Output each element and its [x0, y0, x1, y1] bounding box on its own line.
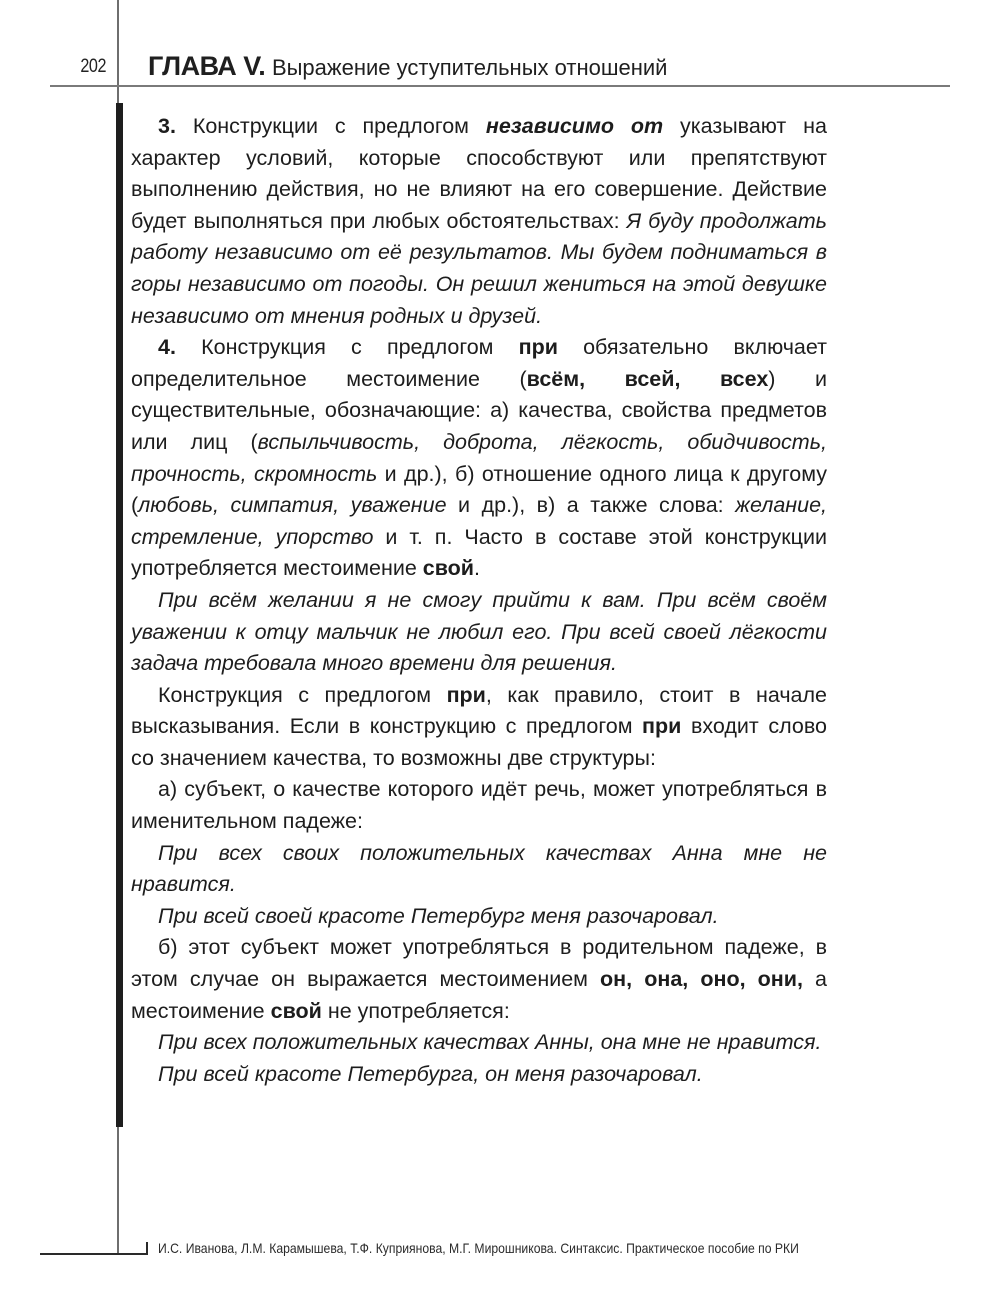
paragraph-4: 4. Конструкция с предлогом при обязательно включает определительное местоимение (всём, всей, всех) и существительные, обозначающие: а) качества, свойства предметов или лиц (вспыльчивость, доброта, лёгкость, обидчивость, прочность, скромность и др.), б) отношение одного лица к другому (любовь, симпатия, уважение и др.), в) а также слова: желание, стремление, упорство и т. п. Часто в составе этой конструкции употребляется местоимение свой. [131, 335, 828, 581]
keyword: при [518, 335, 558, 360]
example-words: любовь, симпатия, уважение [138, 493, 447, 518]
chapter-label: ГЛАВА V. [148, 51, 266, 81]
footer-tick [146, 1242, 148, 1255]
keyword: свой [422, 556, 475, 581]
example-paragraph: При всём желании я не смогу прийти к вам. При всём своём уважении к отцу мальчик не любил его. При всей своей лёгкости задача требовала много времени для решения. [131, 587, 827, 676]
example-words: вспыльчивость, доброта, лёгкость, обидчивость, прочность, скромность [131, 429, 827, 486]
paragraph-b: б) этот субъект может употребляться в родительном падеже, в этом случае он выражается местоимением он, она, оно, они, а местоимение свой не употребляется: [131, 935, 827, 1023]
page-number: 202 [80, 56, 106, 77]
keyword: свой [270, 998, 322, 1023]
paragraph-3: 3. Конструкции с предлогом независимо от указывают на характер условий, которые способствуют или препятствуют выполнению действия, но не влияют на его совершение. Действие будет выполняться при любых обстоятельствах: Я буду продолжать работу независимо от её результатов. Мы будем подниматься в горы независимо от погоды. Он решил жениться на этой девушке независимо от мнения родных и друзей. [131, 114, 827, 328]
example-sentence: При всех положительных качествах Анны, она мне не нравится. [158, 1030, 822, 1055]
section-side-bar [116, 103, 123, 1127]
running-head [148, 51, 667, 82]
keyword: независимо от [485, 114, 664, 138]
example-sentence: При всей своей красоте Петербург меня разочаровал. [158, 903, 719, 928]
example-words: желание, стремление, упорство [131, 493, 827, 549]
chapter-title: Выражение уступительных отношений [271, 55, 668, 80]
example-sentence: При всей красоте Петербурга, он меня разочаровал. [158, 1061, 703, 1086]
page-body [131, 111, 827, 1090]
paragraph-a: а) субъект, о качестве которого идёт речь, может употребляться в именительном падеже: [131, 777, 827, 834]
paragraph: Конструкция с предлогом при, как правило, стоит в начале высказывания. Если в конструкцию с предлогом при входит слово со значением качества, то возможны две структуры: [131, 682, 827, 770]
keyword: всём, всей, всех [526, 366, 769, 391]
keyword: при [642, 714, 682, 739]
keyword: при [446, 682, 486, 707]
header-rule [50, 85, 950, 87]
example: Я буду продолжать работу независимо от её результатов. Мы будем подниматься в горы независимо от погоды. Он решил жениться на этой девушке независимо от мнения родных и друзей. [131, 208, 827, 328]
footer-citation: И.С. Иванова, Л.М. Карамышева, Т.Ф. Куприянова, М.Г. Мирошникова. Синтаксис. Практическое пособие по РКИ [158, 1240, 799, 1256]
keyword: он, она, оно, они, [600, 967, 803, 992]
footer-rule [40, 1253, 148, 1255]
example-sentence: При всех своих положительных качествах Анна мне не нравится. [131, 840, 827, 897]
item-number: 3. [158, 114, 176, 138]
item-number: 4. [158, 335, 176, 360]
